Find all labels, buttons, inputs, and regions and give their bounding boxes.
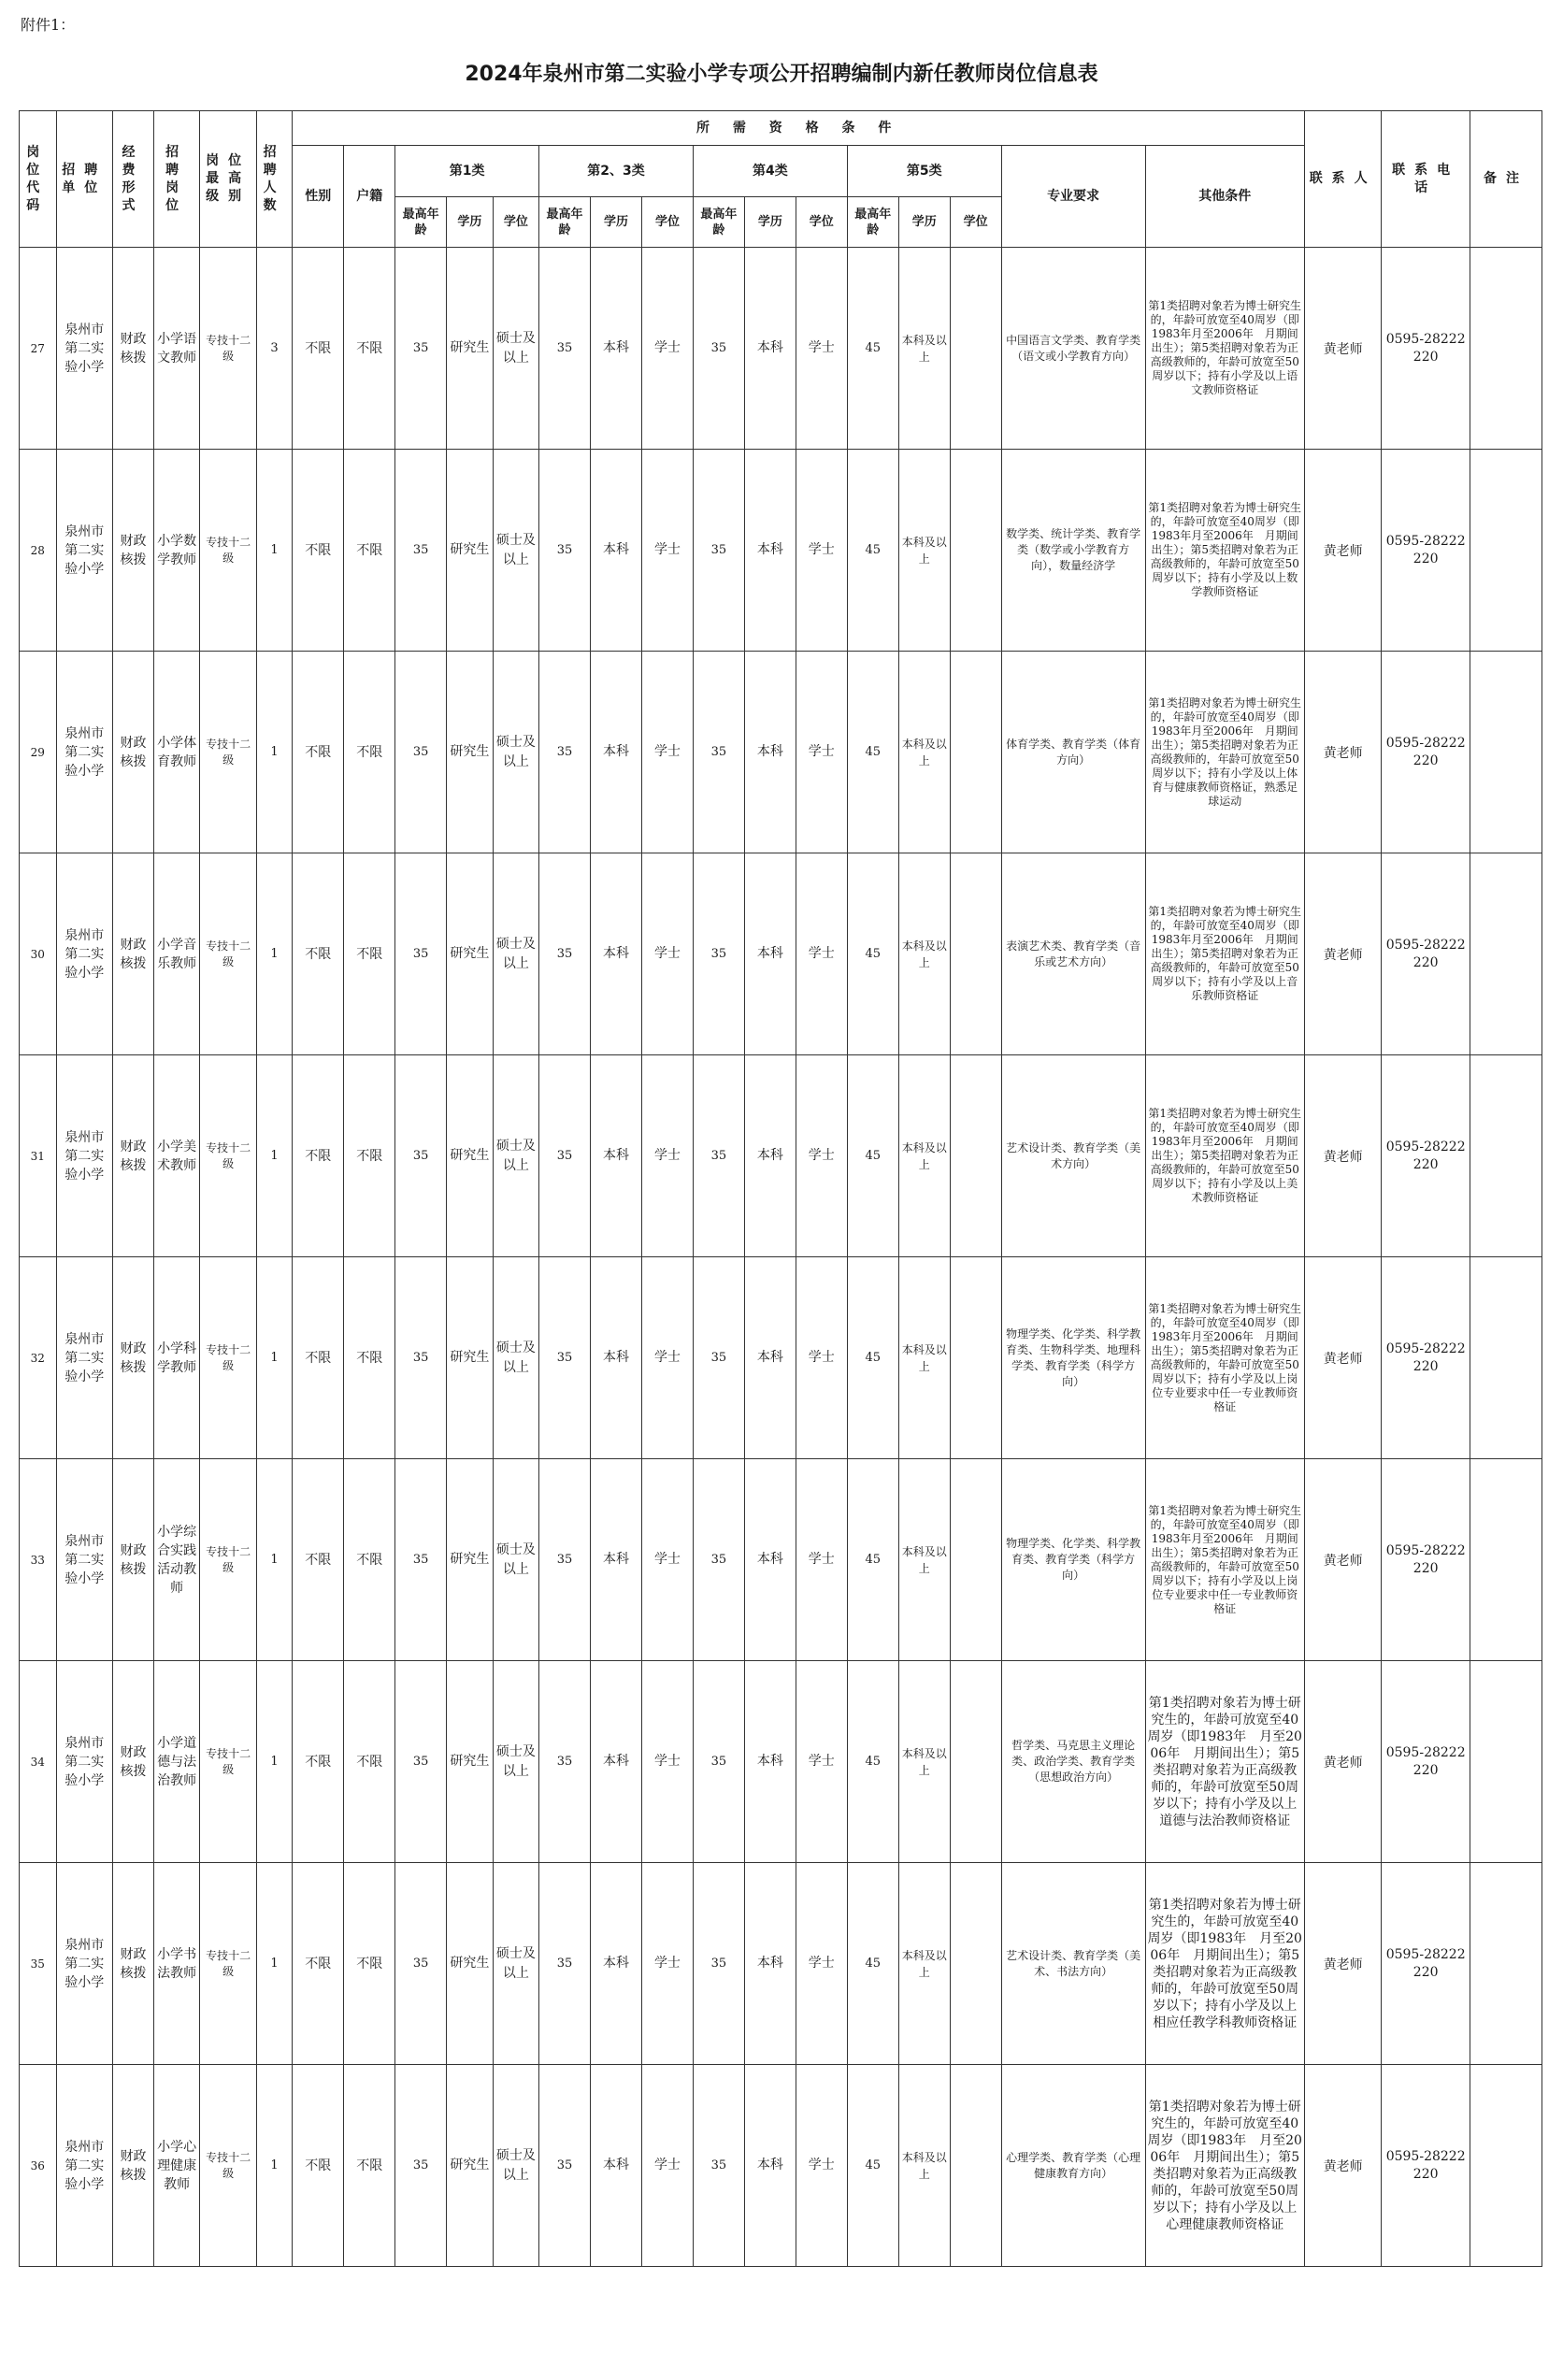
cell-remark [1470, 1459, 1541, 1661]
cell-remark [1470, 853, 1541, 1055]
cell-remark [1470, 248, 1541, 450]
cell-phone: 0595-28222220 [1382, 1863, 1470, 2065]
cell-code: 32 [20, 1257, 57, 1459]
cell-count: 1 [256, 652, 292, 853]
header-cat4: 第4类 [693, 146, 847, 197]
cell-cat1-edu: 研究生 [447, 450, 493, 652]
page-title: 2024年泉州市第二实验小学专项公开招聘编制内新任教师岗位信息表 [465, 63, 1098, 86]
cell-cat4-deg: 学士 [796, 1661, 847, 1863]
cell-cat1-age: 35 [395, 1257, 447, 1459]
cell-cat4-age: 35 [693, 1863, 744, 2065]
cell-cat4-deg: 学士 [796, 1257, 847, 1459]
cell-major: 体育学类、教育学类（体育方向） [1001, 652, 1145, 853]
cell-major: 表演艺术类、教育学类（音乐或艺术方向） [1001, 853, 1145, 1055]
cell-count: 1 [256, 1257, 292, 1459]
cell-cat4-deg: 学士 [796, 1863, 847, 2065]
cell-cat5-age: 45 [847, 450, 898, 652]
cell-cat4-edu: 本科 [744, 1661, 796, 1863]
cell-gender: 不限 [293, 853, 344, 1055]
cell-phone: 0595-28222220 [1382, 450, 1470, 652]
table-row [20, 248, 1542, 450]
cell-phone: 0595-28222220 [1382, 1661, 1470, 1863]
cell-cat5-age: 45 [847, 1459, 898, 1661]
cell-level: 专技十二级 [200, 853, 256, 1055]
cell-cat1-age: 35 [395, 450, 447, 652]
cell-hukou: 不限 [344, 1257, 395, 1459]
cell-cat5-edu: 本科及以上 [898, 1661, 950, 1863]
cell-post: 小学心理健康教师 [153, 2065, 199, 2267]
cell-cat1-deg: 硕士及以上 [493, 1257, 538, 1459]
cell-unit: 泉州市第二实验小学 [56, 1257, 112, 1459]
header-cat5-edu: 学历 [898, 197, 950, 248]
cell-cat23-deg: 学士 [641, 1055, 693, 1257]
cell-contact: 黄老师 [1304, 652, 1381, 853]
cell-funding: 财政核拨 [113, 1661, 154, 1863]
cell-unit: 泉州市第二实验小学 [56, 652, 112, 853]
cell-remark [1470, 1863, 1541, 2065]
cell-cat1-deg: 硕士及以上 [493, 1863, 538, 2065]
cell-code: 28 [20, 450, 57, 652]
cell-cat1-edu: 研究生 [447, 853, 493, 1055]
cell-cat5-deg [950, 1661, 1001, 1863]
cell-hukou: 不限 [344, 450, 395, 652]
cell-code: 29 [20, 652, 57, 853]
cell-unit: 泉州市第二实验小学 [56, 1459, 112, 1661]
cell-contact: 黄老师 [1304, 248, 1381, 450]
cell-cat4-deg: 学士 [796, 853, 847, 1055]
cell-cat1-deg: 硕士及以上 [493, 248, 538, 450]
cell-cat5-age: 45 [847, 652, 898, 853]
cell-cat23-edu: 本科 [591, 1257, 642, 1459]
cell-level: 专技十二级 [200, 248, 256, 450]
cell-gender: 不限 [293, 450, 344, 652]
cell-cat23-edu: 本科 [591, 2065, 642, 2267]
cell-cat5-age: 45 [847, 1055, 898, 1257]
cell-cat4-age: 35 [693, 1459, 744, 1661]
cell-gender: 不限 [293, 1661, 344, 1863]
header-cat23-edu: 学历 [591, 197, 642, 248]
cell-phone: 0595-28222220 [1382, 248, 1470, 450]
cell-gender: 不限 [293, 1459, 344, 1661]
cell-hukou: 不限 [344, 248, 395, 450]
cell-cat4-edu: 本科 [744, 1459, 796, 1661]
cell-cat5-deg [950, 652, 1001, 853]
cell-cat5-deg [950, 1055, 1001, 1257]
cell-post: 小学道德与法治教师 [153, 1661, 199, 1863]
cell-cat23-deg: 学士 [641, 1257, 693, 1459]
cell-other: 第1类招聘对象若为博士研究生的，年龄可放宽至40周岁（即1983年 月至2006年 月期间出生）；第5类招聘对象若为正高级教师的，年龄可放宽至50周岁以下；持有小学及以上心理健康教师资格证 [1145, 2065, 1304, 2267]
table-row [20, 853, 1542, 1055]
cell-cat4-age: 35 [693, 1055, 744, 1257]
cell-cat23-age: 35 [539, 1459, 591, 1661]
positions-table [19, 110, 1542, 2267]
cell-funding: 财政核拨 [113, 1863, 154, 2065]
table-row [20, 652, 1542, 853]
cell-cat4-age: 35 [693, 248, 744, 450]
cell-cat23-edu: 本科 [591, 652, 642, 853]
cell-phone: 0595-28222220 [1382, 853, 1470, 1055]
attachment-label: 附件1： [21, 16, 76, 34]
cell-count: 1 [256, 2065, 292, 2267]
cell-cat1-edu: 研究生 [447, 1661, 493, 1863]
cell-gender: 不限 [293, 248, 344, 450]
cell-level: 专技十二级 [200, 1257, 256, 1459]
cell-cat23-deg: 学士 [641, 853, 693, 1055]
cell-post: 小学音乐教师 [153, 853, 199, 1055]
cell-cat4-age: 35 [693, 1257, 744, 1459]
cell-hukou: 不限 [344, 1661, 395, 1863]
cell-unit: 泉州市第二实验小学 [56, 853, 112, 1055]
cell-cat23-age: 35 [539, 1863, 591, 2065]
cell-cat1-deg: 硕士及以上 [493, 1459, 538, 1661]
table-row [20, 1863, 1542, 2065]
cell-phone: 0595-28222220 [1382, 1055, 1470, 1257]
header-phone: 联系电话 [1382, 111, 1470, 248]
cell-level: 专技十二级 [200, 652, 256, 853]
cell-cat23-age: 35 [539, 1661, 591, 1863]
cell-funding: 财政核拨 [113, 1459, 154, 1661]
header-major: 专业要求 [1001, 146, 1145, 248]
cell-cat1-deg: 硕士及以上 [493, 450, 538, 652]
cell-level: 专技十二级 [200, 2065, 256, 2267]
cell-funding: 财政核拨 [113, 248, 154, 450]
cell-major: 哲学类、马克思主义理论类、政治学类、教育学类（思想政治方向） [1001, 1661, 1145, 1863]
cell-other: 第1类招聘对象若为博士研究生的，年龄可放宽至40周岁（即1983年月至2006年 月期间出生）；第5类招聘对象若为正高级教师的，年龄可放宽至50周岁以下；持有小学及以上岗位专业要求中任一专业教师资格证 [1145, 1257, 1304, 1459]
cell-gender: 不限 [293, 1257, 344, 1459]
cell-hukou: 不限 [344, 2065, 395, 2267]
cell-cat4-age: 35 [693, 450, 744, 652]
header-cat1: 第1类 [395, 146, 539, 197]
cell-count: 1 [256, 1459, 292, 1661]
cell-post: 小学科学教师 [153, 1257, 199, 1459]
cell-cat5-edu: 本科及以上 [898, 853, 950, 1055]
header-contact: 联系人 [1304, 111, 1381, 248]
cell-cat4-edu: 本科 [744, 1863, 796, 2065]
cell-funding: 财政核拨 [113, 2065, 154, 2267]
cell-major: 心理学类、教育学类（心理健康教育方向） [1001, 2065, 1145, 2267]
cell-cat5-deg [950, 248, 1001, 450]
cell-cat4-deg: 学士 [796, 248, 847, 450]
cell-contact: 黄老师 [1304, 1661, 1381, 1863]
header-gender: 性别 [293, 146, 344, 248]
cell-cat4-deg: 学士 [796, 652, 847, 853]
cell-code: 33 [20, 1459, 57, 1661]
cell-cat1-deg: 硕士及以上 [493, 2065, 538, 2267]
cell-contact: 黄老师 [1304, 1055, 1381, 1257]
header-code: 岗位代码 [20, 111, 57, 248]
cell-other: 第1类招聘对象若为博士研究生的，年龄可放宽至40周岁（即1983年月至2006年 月期间出生）；第5类招聘对象若为正高级教师的，年龄可放宽至50周岁以下；持有小学及以上体育与健康教师资格证，熟悉足球运动 [1145, 652, 1304, 853]
cell-cat23-deg: 学士 [641, 1459, 693, 1661]
header-cat1-age: 最高年龄 [395, 197, 447, 248]
cell-cat23-age: 35 [539, 853, 591, 1055]
cell-hukou: 不限 [344, 652, 395, 853]
cell-unit: 泉州市第二实验小学 [56, 450, 112, 652]
cell-cat23-edu: 本科 [591, 1661, 642, 1863]
cell-cat23-edu: 本科 [591, 1055, 642, 1257]
cell-contact: 黄老师 [1304, 1257, 1381, 1459]
cell-unit: 泉州市第二实验小学 [56, 2065, 112, 2267]
cell-cat4-edu: 本科 [744, 248, 796, 450]
cell-cat5-deg [950, 450, 1001, 652]
cell-cat1-edu: 研究生 [447, 1863, 493, 2065]
cell-cat1-age: 35 [395, 1863, 447, 2065]
cell-cat23-deg: 学士 [641, 652, 693, 853]
cell-remark [1470, 1661, 1541, 1863]
cell-remark [1470, 1055, 1541, 1257]
header-cat1-deg: 学位 [493, 197, 538, 248]
cell-cat23-deg: 学士 [641, 2065, 693, 2267]
cell-cat23-deg: 学士 [641, 1863, 693, 2065]
cell-post: 小学美术教师 [153, 1055, 199, 1257]
cell-cat4-edu: 本科 [744, 853, 796, 1055]
table-row [20, 1055, 1542, 1257]
cell-remark [1470, 1257, 1541, 1459]
header-cat5-age: 最高年龄 [847, 197, 898, 248]
cell-cat23-age: 35 [539, 2065, 591, 2267]
table-row [20, 450, 1542, 652]
cell-contact: 黄老师 [1304, 1863, 1381, 2065]
cell-cat1-edu: 研究生 [447, 1257, 493, 1459]
cell-cat4-deg: 学士 [796, 1459, 847, 1661]
cell-cat5-deg [950, 2065, 1001, 2267]
cell-cat4-edu: 本科 [744, 450, 796, 652]
cell-hukou: 不限 [344, 853, 395, 1055]
cell-funding: 财政核拨 [113, 450, 154, 652]
cell-level: 专技十二级 [200, 1055, 256, 1257]
header-cat23: 第2、3类 [539, 146, 694, 197]
cell-cat4-age: 35 [693, 853, 744, 1055]
cell-cat1-deg: 硕士及以上 [493, 853, 538, 1055]
cell-cat23-age: 35 [539, 1257, 591, 1459]
header-cat5-deg: 学位 [950, 197, 1001, 248]
header-post: 招聘岗位 [153, 111, 199, 248]
cell-cat4-age: 35 [693, 2065, 744, 2267]
cell-cat4-deg: 学士 [796, 2065, 847, 2267]
table-row [20, 1661, 1542, 1863]
cell-post: 小学书法教师 [153, 1863, 199, 2065]
cell-cat23-age: 35 [539, 248, 591, 450]
cell-cat23-edu: 本科 [591, 450, 642, 652]
cell-gender: 不限 [293, 2065, 344, 2267]
cell-cat5-age: 45 [847, 1863, 898, 2065]
cell-major: 物理学类、化学类、科学教育类、生物科学类、地理科学类、教育学类（科学方向） [1001, 1257, 1145, 1459]
cell-other: 第1类招聘对象若为博士研究生的，年龄可放宽至40周岁（即1983年 月至2006年 月期间出生）；第5类招聘对象若为正高级教师的，年龄可放宽至50周岁以下；持有小学及以上道德与法治教师资格证 [1145, 1661, 1304, 1863]
cell-gender: 不限 [293, 1055, 344, 1257]
table-row [20, 1257, 1542, 1459]
cell-unit: 泉州市第二实验小学 [56, 1863, 112, 2065]
cell-cat1-age: 35 [395, 248, 447, 450]
cell-contact: 黄老师 [1304, 2065, 1381, 2267]
cell-major: 数学类、统计学类、教育学类（数学或小学教育方向），数量经济学 [1001, 450, 1145, 652]
cell-other: 第1类招聘对象若为博士研究生的，年龄可放宽至40周岁（即1983年月至2006年 月期间出生）；第5类招聘对象若为正高级教师的，年龄可放宽至50周岁以下；持有小学及以上岗位专业要求中任一专业教师资格证 [1145, 1459, 1304, 1661]
cell-count: 1 [256, 1863, 292, 2065]
cell-other: 第1类招聘对象若为博士研究生的，年龄可放宽至40周岁（即1983年月至2006年 月期间出生）；第5类招聘对象若为正高级教师的，年龄可放宽至50周岁以下；持有小学及以上美术教师资格证 [1145, 1055, 1304, 1257]
cell-unit: 泉州市第二实验小学 [56, 248, 112, 450]
cell-cat1-edu: 研究生 [447, 1055, 493, 1257]
cell-other: 第1类招聘对象若为博士研究生的，年龄可放宽至40周岁（即1983年月至2006年 月期间出生）；第5类招聘对象若为正高级教师的，年龄可放宽至50周岁以下；持有小学及以上数学教师资格证 [1145, 450, 1304, 652]
cell-hukou: 不限 [344, 1459, 395, 1661]
cell-cat4-age: 35 [693, 1661, 744, 1863]
cell-remark [1470, 2065, 1541, 2267]
cell-gender: 不限 [293, 652, 344, 853]
cell-gender: 不限 [293, 1863, 344, 2065]
cell-cat1-age: 35 [395, 1661, 447, 1863]
cell-cat1-deg: 硕士及以上 [493, 652, 538, 853]
cell-cat5-age: 45 [847, 1661, 898, 1863]
cell-major: 艺术设计类、教育学类（美术、书法方向） [1001, 1863, 1145, 2065]
cell-phone: 0595-28222220 [1382, 2065, 1470, 2267]
header-funding: 经费形式 [113, 111, 154, 248]
cell-count: 1 [256, 450, 292, 652]
header-cat4-edu: 学历 [744, 197, 796, 248]
cell-contact: 黄老师 [1304, 450, 1381, 652]
cell-count: 1 [256, 1055, 292, 1257]
cell-cat4-deg: 学士 [796, 450, 847, 652]
header-other: 其他条件 [1145, 146, 1304, 248]
cell-cat4-age: 35 [693, 652, 744, 853]
cell-cat5-edu: 本科及以上 [898, 2065, 950, 2267]
cell-cat1-age: 35 [395, 1055, 447, 1257]
cell-post: 小学语文教师 [153, 248, 199, 450]
cell-cat23-age: 35 [539, 1055, 591, 1257]
cell-cat5-age: 45 [847, 248, 898, 450]
cell-code: 30 [20, 853, 57, 1055]
cell-level: 专技十二级 [200, 1863, 256, 2065]
header-cat4-age: 最高年龄 [693, 197, 744, 248]
header-qualifications: 所 需 资 格 条 件 [293, 111, 1305, 146]
cell-other: 第1类招聘对象若为博士研究生的，年龄可放宽至40周岁（即1983年 月至2006年 月期间出生）；第5类招聘对象若为正高级教师的，年龄可放宽至50周岁以下；持有小学及以上相应任教学科教师资格证 [1145, 1863, 1304, 2065]
cell-funding: 财政核拨 [113, 1257, 154, 1459]
header-cat23-deg: 学位 [641, 197, 693, 248]
cell-phone: 0595-28222220 [1382, 1459, 1470, 1661]
cell-remark [1470, 450, 1541, 652]
cell-cat1-edu: 研究生 [447, 652, 493, 853]
cell-cat1-edu: 研究生 [447, 2065, 493, 2267]
cell-cat1-age: 35 [395, 853, 447, 1055]
cell-cat5-edu: 本科及以上 [898, 1055, 950, 1257]
cell-remark [1470, 652, 1541, 853]
cell-cat23-deg: 学士 [641, 450, 693, 652]
cell-count: 1 [256, 1661, 292, 1863]
cell-cat5-age: 45 [847, 1257, 898, 1459]
cell-cat5-deg [950, 1459, 1001, 1661]
table-row [20, 2065, 1542, 2267]
cell-level: 专技十二级 [200, 450, 256, 652]
cell-phone: 0595-28222220 [1382, 652, 1470, 853]
cell-unit: 泉州市第二实验小学 [56, 1055, 112, 1257]
header-level: 岗位最高级别 [200, 111, 256, 248]
cell-major: 中国语言文学类、教育学类（语文或小学教育方向） [1001, 248, 1145, 450]
cell-unit: 泉州市第二实验小学 [56, 1661, 112, 1863]
cell-cat1-deg: 硕士及以上 [493, 1661, 538, 1863]
cell-post: 小学综合实践活动教师 [153, 1459, 199, 1661]
cell-post: 小学体育教师 [153, 652, 199, 853]
cell-funding: 财政核拨 [113, 1055, 154, 1257]
cell-funding: 财政核拨 [113, 853, 154, 1055]
cell-code: 36 [20, 2065, 57, 2267]
cell-cat5-edu: 本科及以上 [898, 1863, 950, 2065]
cell-cat23-age: 35 [539, 450, 591, 652]
cell-cat5-edu: 本科及以上 [898, 248, 950, 450]
cell-other: 第1类招聘对象若为博士研究生的，年龄可放宽至40周岁（即1983年月至2006年 月期间出生）；第5类招聘对象若为正高级教师的，年龄可放宽至50周岁以下；持有小学及以上语文教师资格证 [1145, 248, 1304, 450]
cell-cat5-edu: 本科及以上 [898, 1459, 950, 1661]
cell-cat5-edu: 本科及以上 [898, 450, 950, 652]
cell-cat23-edu: 本科 [591, 1459, 642, 1661]
header-remark: 备注 [1470, 111, 1541, 248]
cell-code: 34 [20, 1661, 57, 1863]
header-hukou: 户籍 [344, 146, 395, 248]
header-cat5: 第5类 [847, 146, 1001, 197]
cell-code: 31 [20, 1055, 57, 1257]
header-cat4-deg: 学位 [796, 197, 847, 248]
cell-cat5-deg [950, 853, 1001, 1055]
cell-cat1-edu: 研究生 [447, 248, 493, 450]
cell-cat1-age: 35 [395, 2065, 447, 2267]
cell-cat23-edu: 本科 [591, 248, 642, 450]
cell-cat23-edu: 本科 [591, 853, 642, 1055]
table-body [20, 248, 1542, 2267]
cell-cat5-age: 45 [847, 2065, 898, 2267]
cell-contact: 黄老师 [1304, 1459, 1381, 1661]
cell-hukou: 不限 [344, 1863, 395, 2065]
cell-cat4-deg: 学士 [796, 1055, 847, 1257]
cell-count: 3 [256, 248, 292, 450]
header-count: 招聘人数 [256, 111, 292, 248]
cell-post: 小学数学教师 [153, 450, 199, 652]
header-unit: 招聘单位 [56, 111, 112, 248]
cell-contact: 黄老师 [1304, 853, 1381, 1055]
cell-level: 专技十二级 [200, 1459, 256, 1661]
cell-cat4-edu: 本科 [744, 652, 796, 853]
cell-cat23-edu: 本科 [591, 1863, 642, 2065]
cell-cat4-edu: 本科 [744, 2065, 796, 2267]
cell-cat5-deg [950, 1863, 1001, 2065]
cell-code: 35 [20, 1863, 57, 2065]
cell-cat5-age: 45 [847, 853, 898, 1055]
header-cat23-age: 最高年龄 [539, 197, 591, 248]
cell-cat1-edu: 研究生 [447, 1459, 493, 1661]
cell-cat23-deg: 学士 [641, 248, 693, 450]
cell-cat1-age: 35 [395, 1459, 447, 1661]
cell-cat4-edu: 本科 [744, 1055, 796, 1257]
cell-cat5-deg [950, 1257, 1001, 1459]
header-cat1-edu: 学历 [447, 197, 493, 248]
table-row [20, 1459, 1542, 1661]
cell-cat1-deg: 硕士及以上 [493, 1055, 538, 1257]
cell-cat5-edu: 本科及以上 [898, 652, 950, 853]
cell-cat23-deg: 学士 [641, 1661, 693, 1863]
cell-major: 物理学类、化学类、科学教育类、教育学类（科学方向） [1001, 1459, 1145, 1661]
cell-cat4-edu: 本科 [744, 1257, 796, 1459]
cell-level: 专技十二级 [200, 1661, 256, 1863]
cell-major: 艺术设计类、教育学类（美术方向） [1001, 1055, 1145, 1257]
cell-funding: 财政核拨 [113, 652, 154, 853]
cell-phone: 0595-28222220 [1382, 1257, 1470, 1459]
cell-cat1-age: 35 [395, 652, 447, 853]
cell-code: 27 [20, 248, 57, 450]
cell-other: 第1类招聘对象若为博士研究生的，年龄可放宽至40周岁（即1983年月至2006年 月期间出生）；第5类招聘对象若为正高级教师的，年龄可放宽至50周岁以下；持有小学及以上音乐教师资格证 [1145, 853, 1304, 1055]
cell-cat5-edu: 本科及以上 [898, 1257, 950, 1459]
cell-count: 1 [256, 853, 292, 1055]
cell-cat23-age: 35 [539, 652, 591, 853]
cell-hukou: 不限 [344, 1055, 395, 1257]
